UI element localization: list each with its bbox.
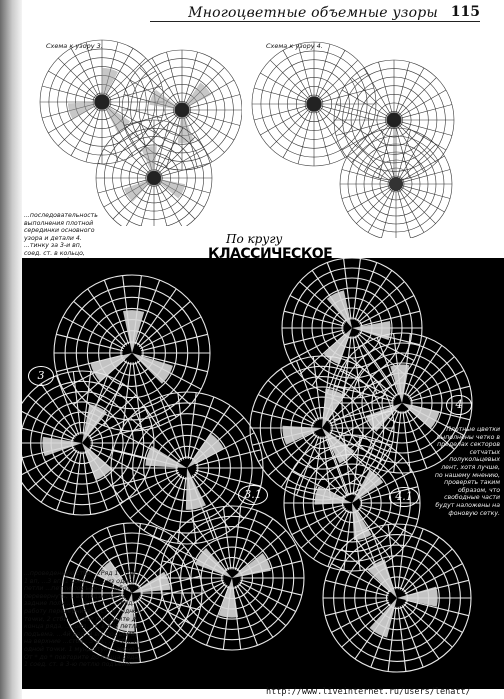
rosette-motif (252, 42, 376, 166)
header-title: Многоцветные объемные узоры (188, 5, 438, 21)
section-title: КЛАССИЧЕСКОЕ ФИЛЕ (208, 246, 333, 278)
section-subtitle: По кругу (226, 232, 283, 246)
source-url: http://www.liveinternet.ru/users/lenatt/ (266, 687, 471, 697)
figure-label-oval (28, 366, 54, 386)
figure-label-3: 3 (28, 366, 54, 386)
figure-label-4-1: 4.1 (389, 487, 419, 507)
figure-label-oval (238, 485, 268, 505)
rosette-motif (160, 506, 304, 650)
header-rule (150, 21, 480, 22)
instructions-text-bottom: ...проведенную стби. ...Ряд 1 стби., 1 вп, ...3 вп, 1 соед. ст. ...из одной петли ...петли подъема. ...работу перевернуть, ...вп подъема, за задние полу... ...3 ст. с 1 ... ...ряд: работу переверните, ...ст. из одной точки, 2 стби. ...* до* повторите до конца ряда, ...соед. ст. в 3-ю петлю подъема. ...4й ряд: 3 вп. подъема, на верхние ...стби., 3 вп., ...стби. из одной точки. 1 мундштук ...зерно.* От * до * повторите до конца ряда, 1 соед. ст. в 3-ю петлю подъема. (24, 570, 141, 669)
rosette-motif (340, 128, 452, 238)
instructions-text-top: ...последовательность выполнения плотной серединки основного узора и детали 4. ...тинку за 3-и вп, соед. ст. в кольцо, (24, 212, 98, 257)
figure-label-oval (389, 487, 419, 507)
scheme-3 (24, 28, 242, 226)
section-title-block (208, 232, 348, 278)
page-edge (0, 0, 22, 699)
scheme-4 (244, 28, 502, 238)
scheme-3-label: Схема к узору 3. (46, 42, 103, 50)
scheme-4-label: Схема к узору 4. (266, 42, 323, 50)
rosette-motif (334, 60, 454, 180)
page-number: 115 (450, 4, 480, 20)
rosette-motif (22, 371, 154, 515)
rosette-motif (96, 120, 212, 226)
figure-label-3-1: 3.1 (238, 485, 268, 505)
figure-label-4: 4 (446, 395, 472, 415)
scheme-4-diagram (244, 28, 502, 238)
figure-label-oval (446, 395, 472, 415)
photo-caption-text: Плотные цветки выполнены четко в пределах секторов сетчатых полукольцевых лент, хотя лучше, по нашему мнению, проверять таким образом, что свободные части будут наложены на фоновую сетку. (434, 426, 500, 517)
rosette-motif (122, 50, 242, 170)
page-header (150, 4, 480, 24)
rosette-motif (323, 524, 471, 672)
scheme-3-diagram (24, 28, 242, 226)
